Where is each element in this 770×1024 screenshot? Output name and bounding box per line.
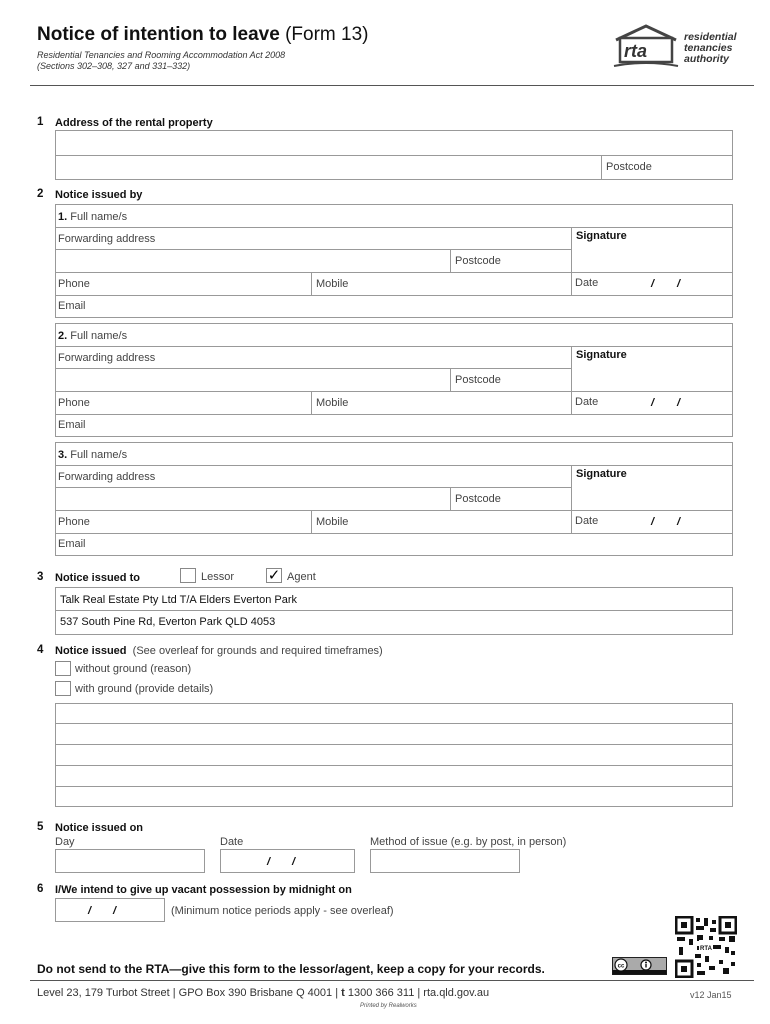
section-4-note: (See overleaf for grounds and required timeframes) — [132, 645, 383, 657]
recipient-name-value: Talk Real Estate Pty Ltd T/A Elders Everton Park — [60, 594, 298, 606]
tenant-1-date-label: Date — [575, 277, 599, 289]
tenant-1-email-label: Email — [58, 300, 86, 312]
field-divider — [55, 368, 571, 369]
grounds-details-field[interactable] — [55, 703, 733, 807]
field-divider — [601, 155, 602, 180]
tenant-2-name-label: 2. Full name/s — [58, 330, 128, 342]
vacate-date-field[interactable] — [55, 898, 165, 922]
tenant-3-block[interactable] — [55, 442, 733, 556]
section-1-label: Address of the rental property — [55, 117, 213, 129]
field-divider — [450, 368, 451, 391]
lessor-checkbox[interactable] — [180, 568, 196, 583]
footer-warning: Do not send to the RTA—give this form to the lessor/agent, keep a copy for your records. — [37, 962, 545, 976]
date-separator: / — [651, 397, 655, 409]
field-divider — [55, 391, 733, 392]
date-separator: / — [113, 905, 117, 917]
field-divider — [55, 272, 733, 273]
section-3-label: Notice issued to — [55, 572, 140, 584]
footer-contact: Level 23, 179 Turbot Street | GPO Box 390 Brisbane Q 4001 | t 1300 366 311 | rta.qld.gov.au — [37, 987, 490, 999]
svg-text:cc: cc — [617, 963, 625, 970]
tenant-2-forwarding-label: Forwarding address — [58, 352, 156, 364]
date-separator: / — [88, 905, 92, 917]
footer-divider — [30, 980, 754, 981]
act-sections: (Sections 302–308, 327 and 331–332) — [37, 61, 191, 71]
field-divider — [55, 249, 571, 250]
section-2-number: 2 — [37, 188, 44, 200]
field-divider — [55, 155, 733, 156]
tenant-1-mobile-label: Mobile — [316, 278, 349, 290]
notice-period-note: (Minimum notice periods apply - see overleaf) — [171, 905, 394, 917]
issue-day-field[interactable] — [55, 849, 205, 873]
field-divider — [55, 610, 733, 611]
tenant-3-postcode-label: Postcode — [455, 493, 501, 505]
recipient-address-value: 537 South Pine Rd, Everton Park QLD 4053 — [60, 616, 276, 628]
tenant-1-forwarding-label: Forwarding address — [58, 233, 156, 245]
section-2-label: Notice issued by — [55, 189, 143, 201]
issue-method-field[interactable] — [370, 849, 520, 873]
section-5-label: Notice issued on — [55, 822, 144, 834]
form-title: Notice of intention to leave (Form 13) — [37, 24, 369, 45]
property-postcode-label: Postcode — [606, 161, 652, 173]
section-4-number: 4 — [37, 644, 44, 656]
section-6-label: I/We intend to give up vacant possession by midnight on — [55, 884, 352, 896]
date-separator: / — [677, 278, 681, 290]
field-divider — [55, 765, 733, 766]
field-divider — [55, 346, 733, 347]
with-ground-checkbox[interactable] — [55, 681, 71, 696]
tenant-2-postcode-label: Postcode — [455, 374, 501, 386]
tenant-3-forwarding-label: Forwarding address — [58, 471, 156, 483]
tenant-3-phone-label: Phone — [58, 516, 90, 528]
agent-checkbox[interactable] — [266, 568, 282, 583]
form-subtitle — [37, 50, 285, 72]
tenant-3-name-label: 3. Full name/s — [58, 449, 128, 461]
tenant-1-block[interactable] — [55, 204, 733, 318]
issue-method-label: Method of issue (e.g. by post, in person) — [370, 836, 567, 848]
form-version: v12 Jan15 — [690, 990, 732, 1000]
tenant-3-date-label: Date — [575, 515, 599, 527]
section-4-label: Notice issued (See overleaf for grounds and required timeframes) — [55, 645, 383, 657]
field-divider — [311, 510, 312, 533]
qr-center-label: RTA — [700, 946, 712, 952]
printed-by: Printed by Realworks — [360, 1003, 417, 1009]
lessor-label: Lessor — [201, 571, 235, 583]
field-divider — [55, 533, 733, 534]
date-separator: / — [677, 516, 681, 528]
issue-date-field[interactable] — [220, 849, 355, 873]
agent-label: Agent — [287, 571, 316, 583]
act-name: Residential Tenancies and Rooming Accommodation Act 2008 — [37, 50, 286, 60]
without-ground-checkbox[interactable] — [55, 661, 71, 676]
issue-date-label: Date — [220, 836, 244, 848]
tenant-1-postcode-label: Postcode — [455, 255, 501, 267]
field-divider — [571, 465, 572, 533]
field-divider — [55, 510, 733, 511]
logo-wordmark: residential tenancies authority — [684, 31, 737, 65]
tenant-2-mobile-label: Mobile — [316, 397, 349, 409]
date-separator: / — [651, 278, 655, 290]
field-divider — [311, 272, 312, 295]
field-divider — [55, 414, 733, 415]
tenant-3-signature-label: Signature — [576, 468, 627, 480]
qr-code-icon — [675, 916, 737, 978]
section-5-number: 5 — [37, 821, 44, 833]
tenant-2-phone-label: Phone — [58, 397, 90, 409]
tenant-2-block[interactable] — [55, 323, 733, 437]
tenant-3-mobile-label: Mobile — [316, 516, 349, 528]
field-divider — [55, 487, 571, 488]
field-divider — [55, 295, 733, 296]
section-6-number: 6 — [37, 883, 44, 895]
field-divider — [450, 249, 451, 272]
field-divider — [571, 227, 572, 295]
date-separator: / — [267, 856, 271, 868]
tenant-2-email-label: Email — [58, 419, 86, 431]
logo-mark: rta — [624, 41, 648, 61]
date-separator: / — [677, 397, 681, 409]
field-divider — [55, 786, 733, 787]
field-divider — [55, 723, 733, 724]
tenant-1-phone-label: Phone — [58, 278, 90, 290]
tenant-3-email-label: Email — [58, 538, 86, 550]
creative-commons-icon — [612, 957, 667, 975]
field-divider — [55, 465, 733, 466]
section-3-number: 3 — [37, 571, 44, 583]
tenant-1-signature-label: Signature — [576, 230, 627, 242]
section-1-number: 1 — [37, 116, 44, 128]
tenant-2-date-label: Date — [575, 396, 599, 408]
date-separator: / — [292, 856, 296, 868]
field-divider — [450, 487, 451, 510]
issue-day-label: Day — [55, 836, 75, 848]
field-divider — [311, 391, 312, 414]
check-mark-icon: ✓ — [267, 567, 281, 584]
field-divider — [55, 744, 733, 745]
field-divider — [571, 346, 572, 414]
date-separator: / — [651, 516, 655, 528]
field-divider — [55, 227, 733, 228]
tenant-2-signature-label: Signature — [576, 349, 627, 361]
tenant-1-name-label: 1. Full name/s — [58, 211, 128, 223]
with-ground-label: with ground (provide details) — [75, 683, 214, 695]
header-divider — [30, 85, 754, 86]
without-ground-label: without ground (reason) — [75, 663, 192, 675]
